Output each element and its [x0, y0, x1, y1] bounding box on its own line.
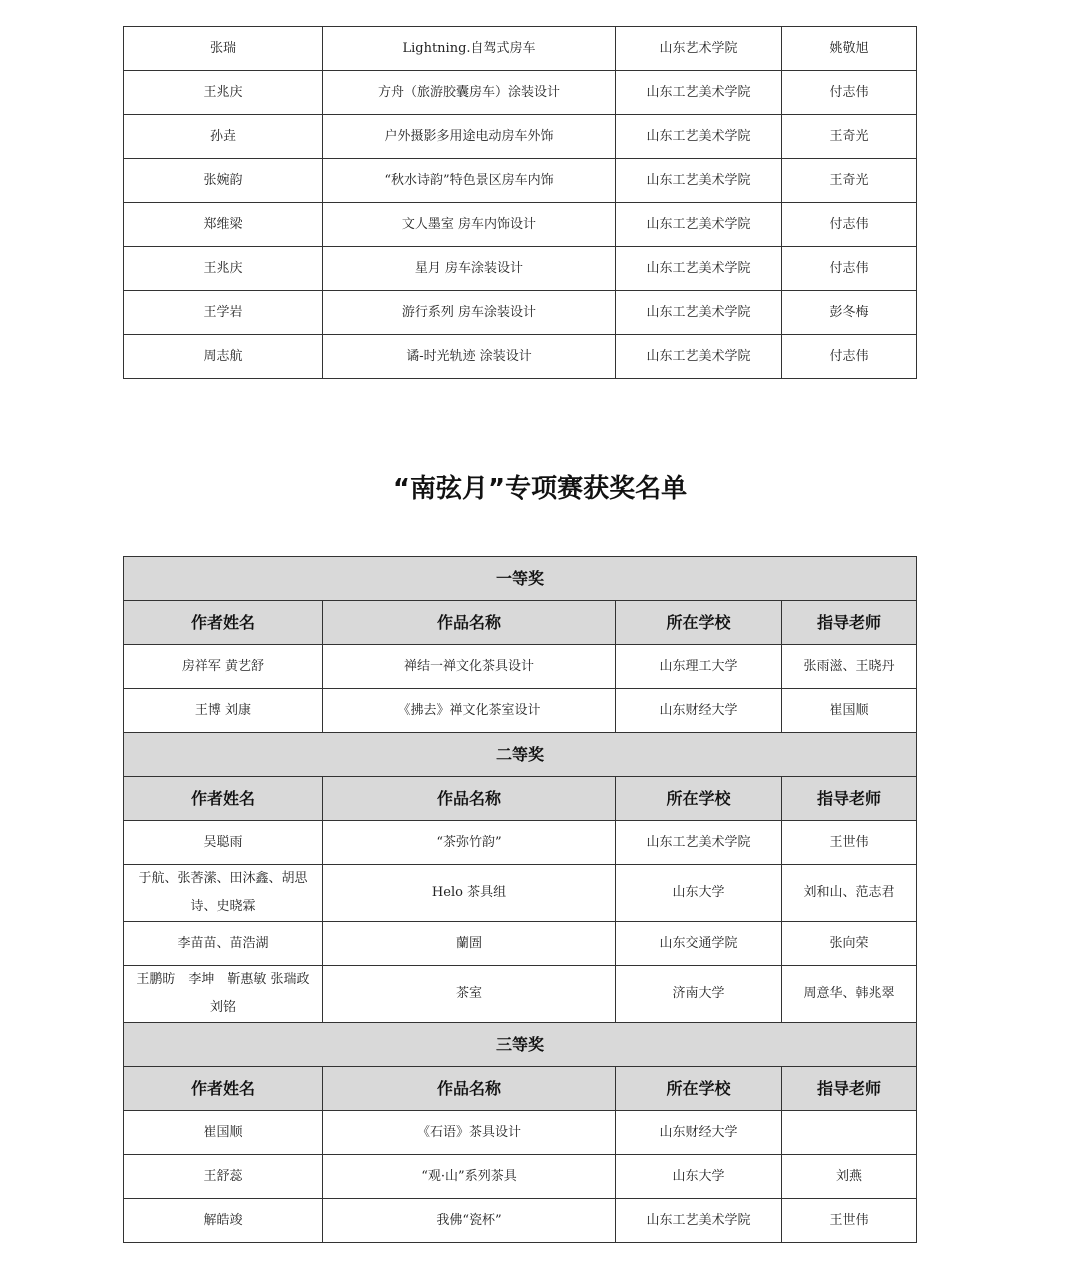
column-header: 指导老师 [782, 777, 917, 821]
author-cell: 于航、张莕潆、田沐鑫、胡思诗、史晓霖 [124, 865, 323, 922]
author-cell: 王博 刘康 [124, 689, 323, 733]
work-cell: 《拂去》禅文化茶室设计 [323, 689, 616, 733]
advisor-cell: 崔国顺 [782, 689, 917, 733]
column-header: 作品名称 [323, 601, 616, 645]
work-cell: “茶弥竹韵” [323, 821, 616, 865]
school-cell: 山东工艺美术学院 [616, 291, 782, 335]
advisor-cell: 王世伟 [782, 1199, 917, 1243]
table-row [124, 203, 917, 247]
column-header: 作品名称 [323, 777, 616, 821]
table-row [124, 966, 917, 1023]
table-row [124, 922, 917, 966]
table-row [124, 27, 917, 71]
work-cell: 茶室 [323, 966, 616, 1023]
advisor-cell: 付志伟 [782, 71, 917, 115]
work-cell: 星月 房车涂装设计 [323, 247, 616, 291]
work-cell: 禅结一禅文化茶具设计 [323, 645, 616, 689]
award-tier-label: 三等奖 [124, 1023, 917, 1067]
advisor-cell: 彭冬梅 [782, 291, 917, 335]
author-cell: 崔国顺 [124, 1111, 323, 1155]
school-cell: 山东财经大学 [616, 689, 782, 733]
author-cell: 孙垚 [124, 115, 323, 159]
table-row [124, 821, 917, 865]
column-header: 作者姓名 [124, 1067, 323, 1111]
school-cell: 山东工艺美术学院 [616, 821, 782, 865]
page-title: “南弦月”专项赛获奖名单 [392, 474, 688, 504]
work-cell: “秋水诗韵”特色景区房车内饰 [323, 159, 616, 203]
school-cell: 山东大学 [616, 865, 782, 922]
table-row [124, 1111, 917, 1155]
advisor-cell: 付志伟 [782, 247, 917, 291]
table-row [124, 335, 917, 379]
column-header: 作者姓名 [124, 601, 323, 645]
header-row [124, 1067, 917, 1111]
award-table [123, 556, 917, 1243]
author-cell: 解皓竣 [124, 1199, 323, 1243]
author-cell: 王学岩 [124, 291, 323, 335]
column-header: 所在学校 [616, 1067, 782, 1111]
award-tier-row [124, 557, 917, 601]
award-tier-row [124, 733, 917, 777]
advisor-cell: 周意华、韩兆翠 [782, 966, 917, 1023]
work-cell: 方舟（旅游胶囊房车）涂装设计 [323, 71, 616, 115]
school-cell: 山东工艺美术学院 [616, 115, 782, 159]
column-header: 作品名称 [323, 1067, 616, 1111]
school-cell: 山东工艺美术学院 [616, 71, 782, 115]
advisor-cell: 张雨滋、王晓丹 [782, 645, 917, 689]
header-row [124, 777, 917, 821]
school-cell: 山东财经大学 [616, 1111, 782, 1155]
award-tier-label: 二等奖 [124, 733, 917, 777]
column-header: 所在学校 [616, 601, 782, 645]
work-cell: Lightning.自驾式房车 [323, 27, 616, 71]
column-header: 指导老师 [782, 1067, 917, 1111]
advisor-cell: 王奇光 [782, 159, 917, 203]
work-cell: 游行系列 房车涂装设计 [323, 291, 616, 335]
table-row [124, 291, 917, 335]
table-row [124, 689, 917, 733]
advisor-cell: 刘和山、范志君 [782, 865, 917, 922]
school-cell: 山东理工大学 [616, 645, 782, 689]
work-cell: 户外摄影多用途电动房车外饰 [323, 115, 616, 159]
work-cell: “观·山”系列茶具 [323, 1155, 616, 1199]
work-cell: Helo 茶具组 [323, 865, 616, 922]
school-cell: 山东交通学院 [616, 922, 782, 966]
author-cell: 王兆庆 [124, 71, 323, 115]
author-cell: 王兆庆 [124, 247, 323, 291]
table-row [124, 1199, 917, 1243]
advisor-cell: 付志伟 [782, 335, 917, 379]
author-cell: 王鹏昉 李坤 靳惠敏 张瑞政 刘铭 [124, 966, 323, 1023]
school-cell: 山东工艺美术学院 [616, 1199, 782, 1243]
column-header: 作者姓名 [124, 777, 323, 821]
school-cell: 山东大学 [616, 1155, 782, 1199]
author-cell: 郑维梁 [124, 203, 323, 247]
author-cell: 张瑞 [124, 27, 323, 71]
work-cell: 谲-时光轨迹 涂装设计 [323, 335, 616, 379]
header-row [124, 601, 917, 645]
table-row [124, 645, 917, 689]
advisor-cell [782, 1111, 917, 1155]
table-row [124, 1155, 917, 1199]
work-cell: 蘭圄 [323, 922, 616, 966]
author-cell: 吴聪雨 [124, 821, 323, 865]
author-cell: 周志航 [124, 335, 323, 379]
award-tier-label: 一等奖 [124, 557, 917, 601]
author-cell: 张婉韵 [124, 159, 323, 203]
author-cell: 王舒蕊 [124, 1155, 323, 1199]
advisor-cell: 姚敬旭 [782, 27, 917, 71]
author-cell: 房祥军 黄艺舒 [124, 645, 323, 689]
column-header: 指导老师 [782, 601, 917, 645]
school-cell: 山东工艺美术学院 [616, 247, 782, 291]
table-row [124, 159, 917, 203]
table-row [124, 865, 917, 922]
advisor-cell: 张向荣 [782, 922, 917, 966]
work-cell: 我佛“瓷杯” [323, 1199, 616, 1243]
work-cell: 《石语》茶具设计 [323, 1111, 616, 1155]
school-cell: 山东工艺美术学院 [616, 203, 782, 247]
author-cell: 李苗苗、苗浩湖 [124, 922, 323, 966]
school-cell: 山东工艺美术学院 [616, 335, 782, 379]
school-cell: 山东工艺美术学院 [616, 159, 782, 203]
table-row [124, 115, 917, 159]
advisor-cell: 刘燕 [782, 1155, 917, 1199]
column-header: 所在学校 [616, 777, 782, 821]
advisor-cell: 王奇光 [782, 115, 917, 159]
award-tier-row [124, 1023, 917, 1067]
table-row [124, 247, 917, 291]
school-cell: 山东艺术学院 [616, 27, 782, 71]
school-cell: 济南大学 [616, 966, 782, 1023]
advisor-cell: 付志伟 [782, 203, 917, 247]
advisor-cell: 王世伟 [782, 821, 917, 865]
prior-results-table [123, 26, 917, 379]
work-cell: 文人墨室 房车内饰设计 [323, 203, 616, 247]
table-row [124, 71, 917, 115]
